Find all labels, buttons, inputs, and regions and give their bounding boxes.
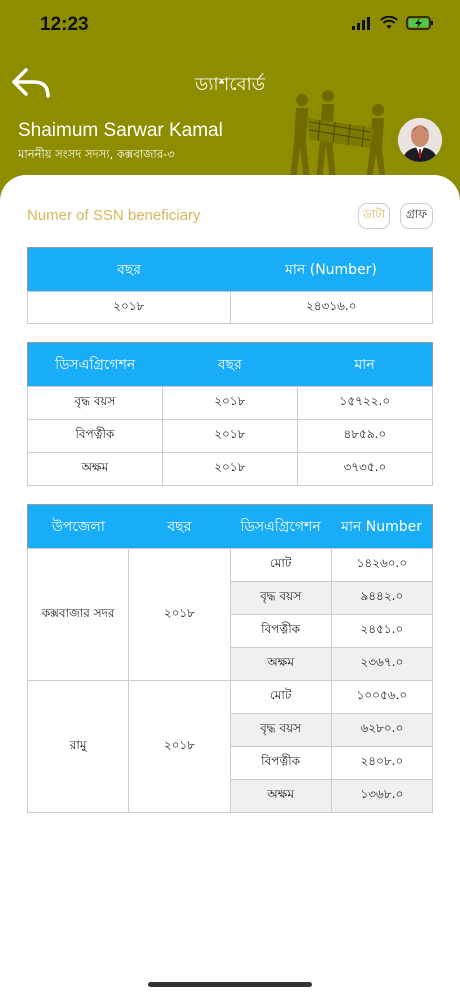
upazila-table bbox=[27, 504, 433, 813]
cell-category: বৃদ্ধ বয়স bbox=[230, 714, 331, 747]
cell-year: ২০১৮ bbox=[129, 549, 230, 681]
col-year-header: বছর bbox=[162, 343, 297, 387]
cell-category: বিপত্নীক bbox=[28, 420, 163, 453]
page-title: ড্যাশবোর্ড bbox=[194, 74, 266, 95]
people-carrying-net-illustration bbox=[280, 88, 400, 183]
col-value-header: মান bbox=[297, 343, 432, 387]
cell-value: ১৩৬৮.০ bbox=[331, 780, 432, 813]
cell-category: বিপত্নীক bbox=[230, 747, 331, 780]
cell-value: ৬২৮০.০ bbox=[331, 714, 432, 747]
user-name: Shaimum Sarwar Kamal bbox=[18, 120, 223, 141]
avatar[interactable] bbox=[398, 118, 442, 162]
cell-upazila: কক্সবাজার সদর bbox=[28, 549, 129, 681]
profile-photo-icon bbox=[398, 118, 442, 162]
cell-value: ২৪৩১৬.০ bbox=[230, 292, 433, 324]
table-row bbox=[28, 387, 433, 420]
wifi-icon bbox=[380, 16, 398, 30]
status-icons bbox=[352, 16, 434, 30]
cell-value: ২৪০৮.০ bbox=[331, 747, 432, 780]
section-title: Numer of SSN beneficiary bbox=[27, 207, 201, 224]
table-row bbox=[28, 453, 433, 486]
cell-value: ৪৮৫৯.০ bbox=[297, 420, 432, 453]
table-row bbox=[28, 681, 433, 714]
cell-year: ২০১৮ bbox=[162, 420, 297, 453]
cell-category: মোট bbox=[230, 681, 331, 714]
cell-value: ২৪৫১.০ bbox=[331, 615, 432, 648]
graph-view-button[interactable]: গ্রাফ bbox=[400, 203, 433, 229]
disaggregation-table bbox=[27, 342, 433, 486]
cell-value: ১০০৫৬.০ bbox=[331, 681, 432, 714]
cell-value: ২৩৬৭.০ bbox=[331, 648, 432, 681]
col-year-header: বছর bbox=[28, 248, 231, 292]
cell-year: ২০১৮ bbox=[129, 681, 230, 813]
status-time: 12:23 bbox=[40, 14, 89, 35]
status-bar bbox=[0, 0, 460, 50]
col-value-header: মান (Number) bbox=[230, 248, 433, 292]
cell-value: ৩৭৩৫.০ bbox=[297, 453, 432, 486]
col-disaggregation-header: ডিসএগ্রিগেশন bbox=[230, 505, 331, 549]
col-disaggregation-header: ডিসএগ্রিগেশন bbox=[28, 343, 163, 387]
col-value-header: মান Number bbox=[331, 505, 432, 549]
cell-category: অক্ষম bbox=[28, 453, 163, 486]
cell-category: অক্ষম bbox=[230, 648, 331, 681]
cell-category: বৃদ্ধ বয়স bbox=[28, 387, 163, 420]
data-view-button[interactable]: ডাটা bbox=[358, 203, 390, 229]
cell-year: ২০১৮ bbox=[162, 453, 297, 486]
cell-value: ১৪২৬০.০ bbox=[331, 549, 432, 582]
cell-upazila: রামু bbox=[28, 681, 129, 813]
cell-year: ২০১৮ bbox=[162, 387, 297, 420]
signal-icon bbox=[352, 16, 372, 30]
col-year-header: বছর bbox=[129, 505, 230, 549]
cell-year: ২০১৮ bbox=[28, 292, 231, 324]
yearly-total-table bbox=[27, 247, 433, 324]
table-row bbox=[28, 420, 433, 453]
cell-category: মোট bbox=[230, 549, 331, 582]
cell-category: বৃদ্ধ বয়স bbox=[230, 582, 331, 615]
content-card bbox=[0, 175, 460, 996]
user-subtitle: মাননীয় সংসদ সদস্য, কক্সবাজার-৩ bbox=[18, 147, 175, 161]
table-row bbox=[28, 549, 433, 582]
cell-category: অক্ষম bbox=[230, 780, 331, 813]
col-upazila-header: উপজেলা bbox=[28, 505, 129, 549]
home-indicator[interactable] bbox=[148, 982, 312, 987]
cell-category: বিপত্নীক bbox=[230, 615, 331, 648]
table-row bbox=[28, 292, 433, 324]
battery-charging-icon bbox=[406, 16, 434, 30]
cell-value: ১৫৭২২.০ bbox=[297, 387, 432, 420]
cell-value: ৯৪৪২.০ bbox=[331, 582, 432, 615]
